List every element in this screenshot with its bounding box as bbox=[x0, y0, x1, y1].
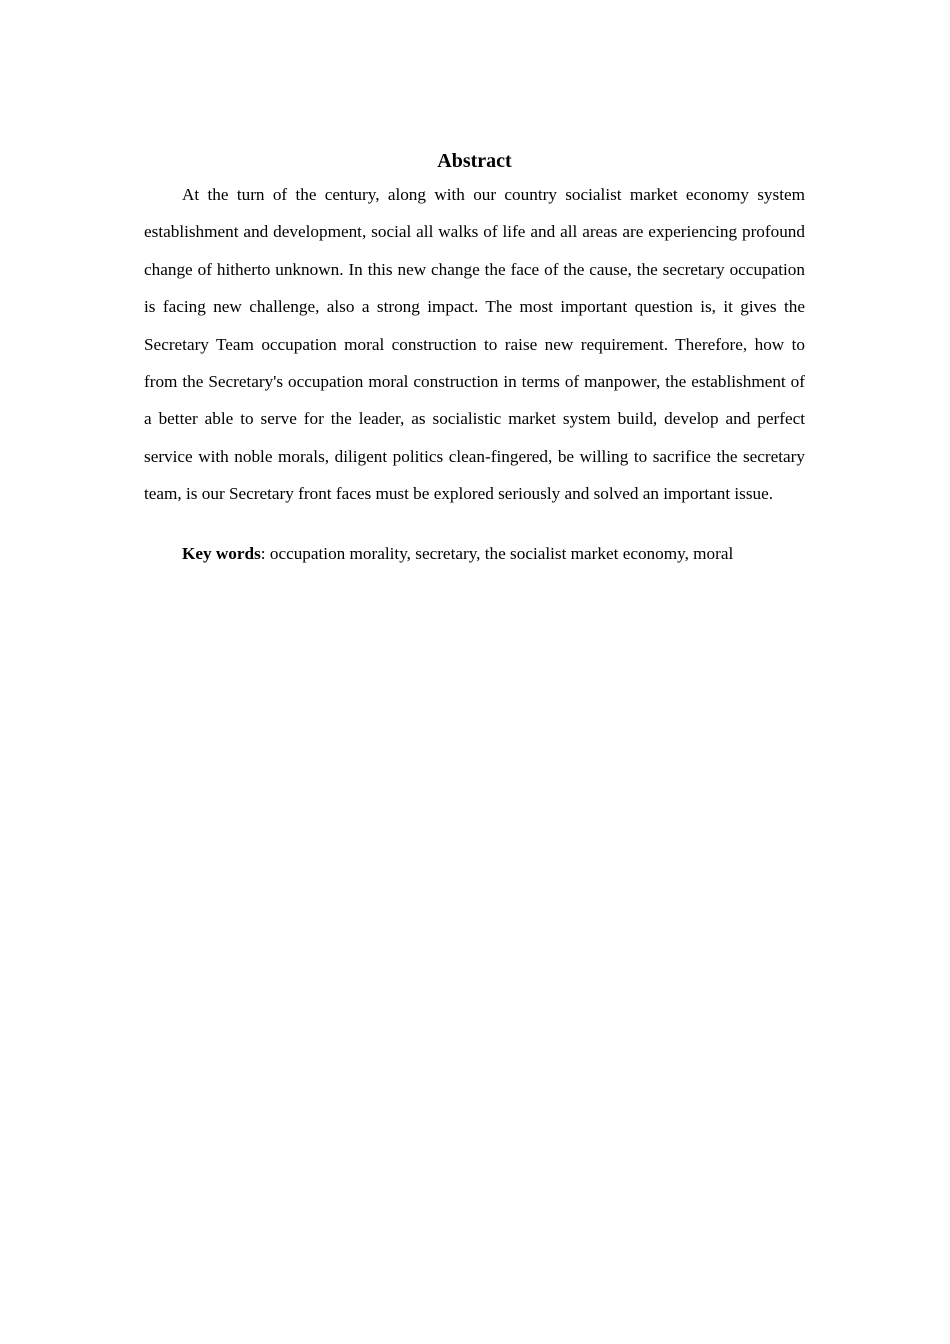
abstract-section bbox=[144, 146, 805, 572]
keywords-label: Key words bbox=[182, 543, 261, 563]
abstract-paragraph: At the turn of the century, along with our country socialist market economy system establishment and development, social all walks of life and all areas are experiencing profound change of hitherto unknown. In this new change the face of the cause, the secretary occupation is facing new challenge, also a strong impact. The most important question is, it gives the Secretary Team occupation moral construction to raise new requirement. Therefore, how to from the Secretary's occupation moral construction in terms of manpower, the establishment of a better able to serve for the leader, as socialistic market system build, develop and perfect service with noble morals, diligent politics clean-fingered, be willing to sacrifice the secretary team, is our Secretary front faces must be explored seriously and solved an important issue. bbox=[144, 185, 805, 504]
keywords-line bbox=[144, 535, 805, 572]
abstract-title: Abstract bbox=[437, 150, 512, 172]
keywords-text: : occupation morality, secretary, the socialist market economy, moral bbox=[260, 543, 734, 563]
